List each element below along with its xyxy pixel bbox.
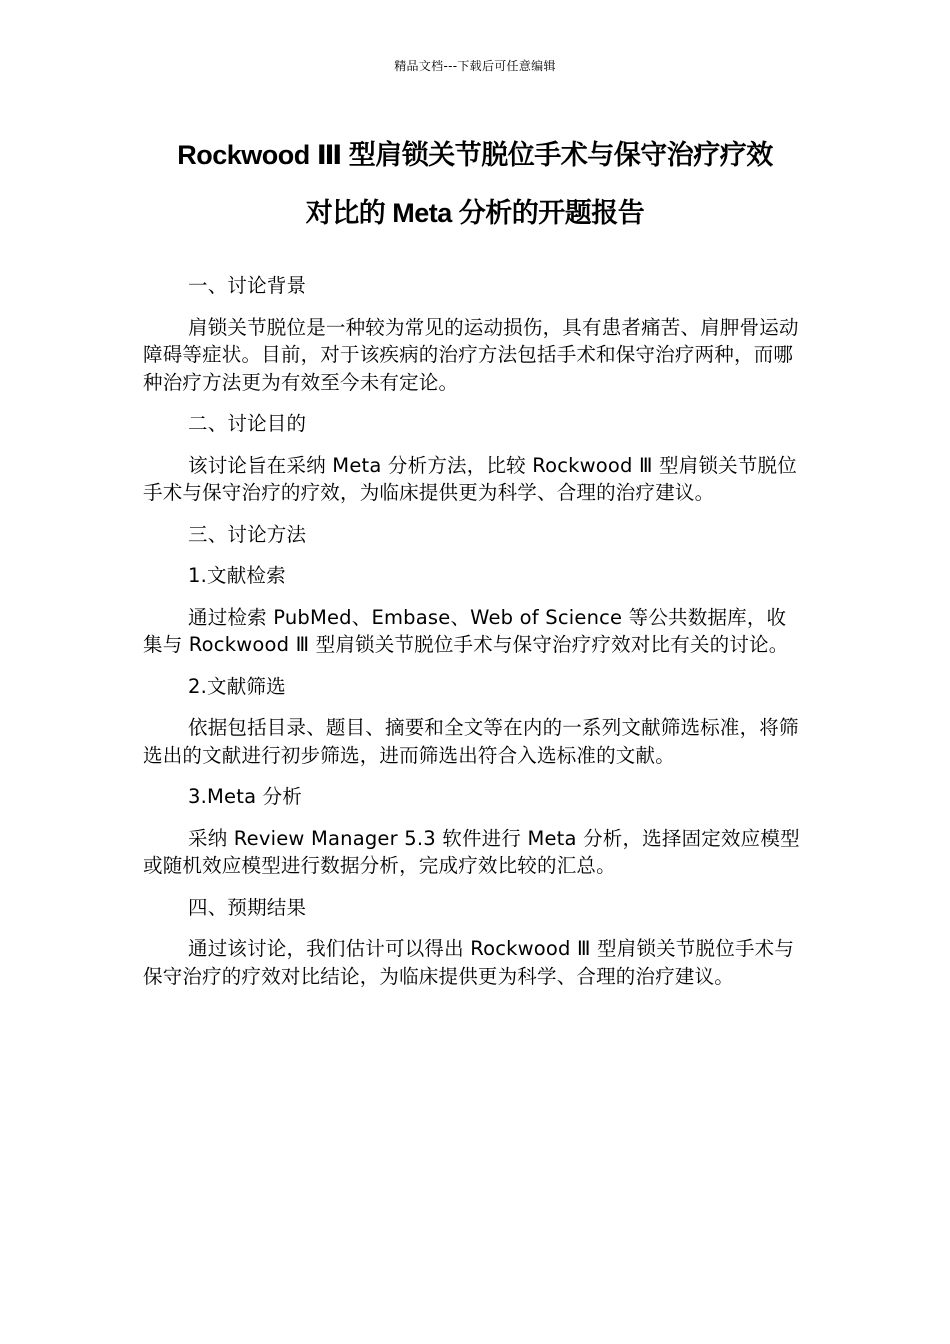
document-body — [143, 272, 805, 1004]
section-heading-expected-results: 四、预期结果 — [188, 895, 307, 919]
background-paragraph: 肩锁关节脱位是一种较为常见的运动损伤，具有患者痛苦、肩胛骨运动障碍等症状。目前，对于该疾病的治疗方法包括手术和保守治疗两种，而哪种治疗方法更为有效至今未有定论。 — [143, 315, 799, 394]
subsection-heading-literature-search: 1.文献检索 — [188, 564, 286, 587]
subsection-heading-meta-analysis: 3.Meta 分析 — [188, 785, 303, 808]
document-title-line-2: 对比的 Meta 分析的开题报告 — [305, 198, 645, 228]
expected-results-paragraph: 通过该讨论，我们估计可以得出 Rockwood Ⅲ 型肩锁关节脱位手术与保守治疗的疗效对比结论，为临床提供更为科学、合理的治疗建议。 — [143, 937, 795, 988]
meta-analysis-paragraph: 采纳 Review Manager 5.3 软件进行 Meta 分析，选择固定效应模型或随机效应模型进行数据分析，完成疗效比较的汇总。 — [143, 826, 800, 877]
page-header: 精品文档---下载后可任意编辑 — [394, 59, 556, 73]
document-title-line-1: Rockwood Ⅲ 型肩锁关节脱位手术与保守治疗疗效 — [177, 140, 773, 170]
literature-screening-paragraph: 依据包括目录、题目、摘要和全文等在内的一系列文献筛选标准，将筛选出的文献进行初步筛选，进而筛选出符合入选标准的文献。 — [143, 716, 799, 767]
literature-search-paragraph: 通过检索 PubMed、Embase、Web of Science 等公共数据库，收集与 Rockwood Ⅲ 型肩锁关节脱位手术与保守治疗疗效对比有关的讨论。 — [143, 605, 789, 656]
section-heading-method: 三、讨论方法 — [188, 522, 307, 546]
section-heading-purpose: 二、讨论目的 — [188, 412, 307, 435]
subsection-heading-literature-screening: 2.文献筛选 — [188, 674, 286, 698]
section-heading-background: 一、讨论背景 — [188, 274, 307, 297]
purpose-paragraph: 该讨论旨在采纳 Meta 分析方法，比较 Rockwood Ⅲ 型肩锁关节脱位手术与保守治疗的疗效，为临床提供更为科学、合理的治疗建议。 — [143, 453, 797, 504]
